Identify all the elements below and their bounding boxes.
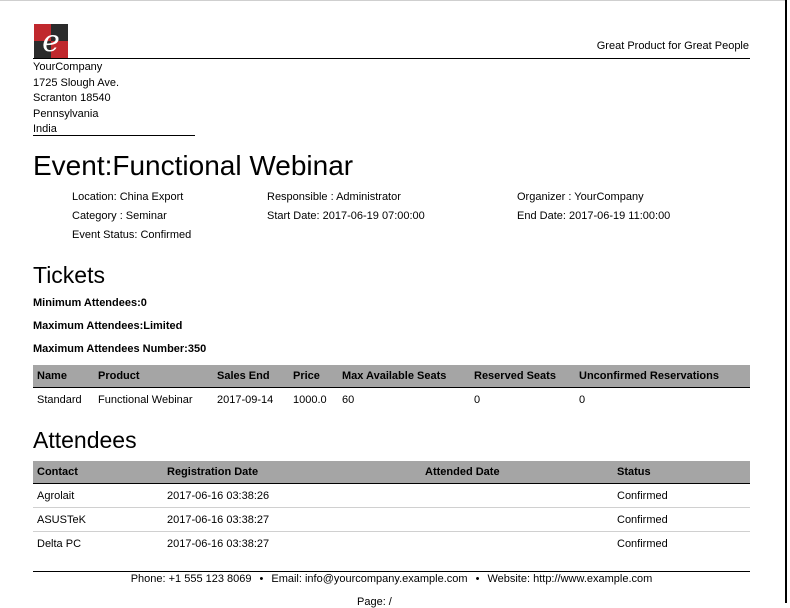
minimum-attendees: Minimum Attendees:0 [33, 297, 147, 309]
attendees-table [33, 461, 750, 555]
table-header-row [33, 365, 750, 388]
event-start-date: Start Date: 2017-06-19 07:00:00 [267, 210, 425, 222]
table-cell: Functional Webinar [98, 393, 193, 406]
column-header: Attended Date [421, 461, 613, 484]
logo-letter: e [42, 24, 60, 58]
footer-separator: • [259, 573, 264, 585]
table-cell: 0 [474, 393, 481, 406]
table-cell: Confirmed [613, 508, 750, 532]
table-cell: Agrolait [33, 484, 163, 508]
table-row [33, 484, 750, 508]
table-cell: 1000.0 [293, 393, 327, 406]
maximum-attendees: Maximum Attendees:Limited [33, 320, 183, 332]
company-address [33, 60, 119, 138]
page-number: Page: / [357, 596, 392, 608]
event-status: Event Status: Confirmed [72, 229, 192, 241]
table-cell: Confirmed [617, 537, 668, 550]
table-cell: 2017-06-16 03:38:27 [163, 508, 421, 532]
column-header: Unconfirmed Reservations [575, 365, 750, 388]
footer-divider [33, 571, 750, 572]
table-cell: ASUSTeK [33, 508, 163, 532]
table-cell [421, 484, 613, 508]
column-header: Price [289, 365, 338, 388]
footer-separator: • [475, 573, 480, 585]
column-header: Max Available Seats [338, 365, 470, 388]
address-line: 1725 Slough Ave. [33, 76, 120, 89]
address-divider [33, 135, 195, 136]
column-header: Sales End [213, 365, 289, 388]
event-responsible: Responsible : Administrator [267, 191, 401, 203]
address-line: India [33, 123, 57, 135]
table-cell: 2017-06-16 03:38:26 [163, 484, 421, 508]
address-line: Scranton 18540 [33, 92, 111, 104]
company-tagline: Great Product for Great People [596, 40, 749, 52]
footer-website: Website: http://www.example.com [487, 573, 653, 585]
table-cell: 2017-09-14 [217, 393, 274, 406]
table-cell: Standard [37, 393, 82, 406]
event-category: Category : Seminar [72, 210, 167, 222]
address-line: Pennsylvania [33, 107, 99, 120]
table-cell: 0 [579, 393, 586, 406]
header-divider [33, 58, 750, 59]
table-row [33, 508, 750, 532]
footer-phone: Phone: +1 555 123 8069 [130, 573, 252, 585]
table-cell [421, 508, 613, 532]
table-cell: 60 [342, 393, 355, 406]
page-footer [33, 573, 750, 585]
table-row [33, 532, 750, 556]
table-cell: Confirmed [613, 484, 750, 508]
column-header: Reserved Seats [470, 365, 575, 388]
page-right-border [785, 0, 787, 603]
footer-email: Email: info@yourcompany.example.com [271, 573, 468, 585]
event-location: Location: China Export [72, 191, 184, 203]
tickets-heading: Tickets [33, 262, 105, 288]
event-title: Event:Functional Webinar [33, 150, 354, 181]
event-end-date: End Date: 2017-06-19 11:00:00 [517, 210, 671, 222]
column-header: Contact [33, 461, 163, 484]
address-line: YourCompany [33, 61, 103, 73]
table-header-row [33, 461, 750, 484]
column-header: Product [94, 365, 213, 388]
table-row [33, 388, 750, 412]
column-header: Status [613, 461, 750, 484]
page-top-border [0, 0, 787, 1]
company-logo [34, 24, 68, 58]
event-organizer: Organizer : YourCompany [517, 191, 644, 203]
maximum-attendees-number: Maximum Attendees Number:350 [33, 343, 207, 355]
table-cell: 2017-06-16 03:38:27 [167, 537, 270, 550]
table-cell [421, 532, 613, 556]
table-cell: Delta PC [37, 537, 82, 550]
column-header: Name [33, 365, 94, 388]
tickets-table [33, 365, 750, 411]
attendees-heading: Attendees [33, 427, 137, 453]
column-header: Registration Date [163, 461, 421, 484]
